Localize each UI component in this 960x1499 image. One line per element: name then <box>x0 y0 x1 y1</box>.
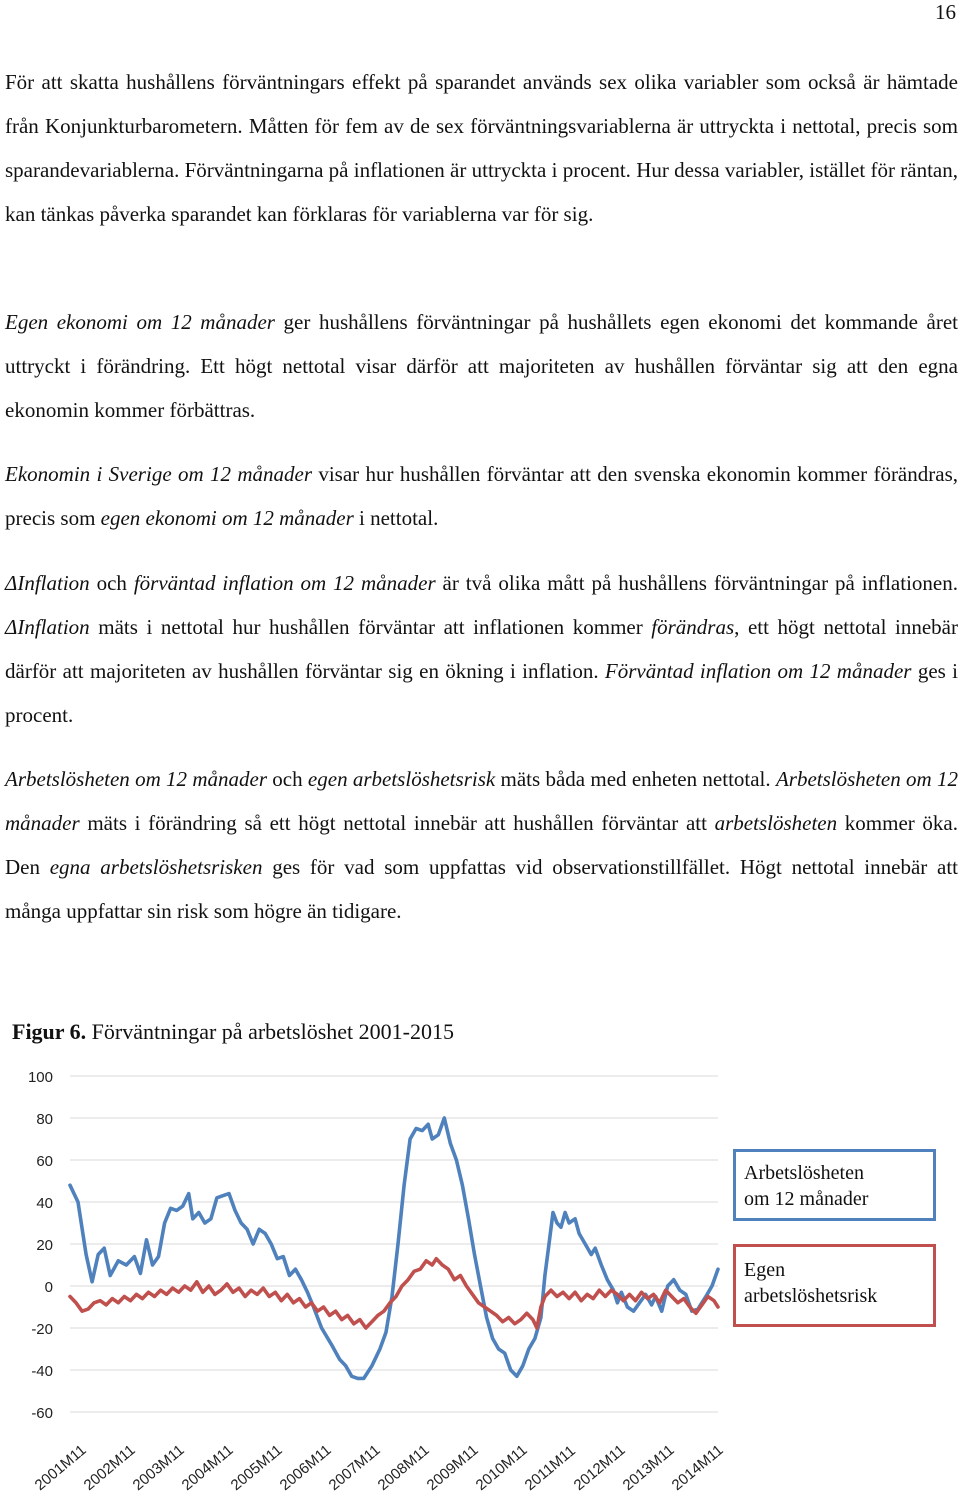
text-run: och <box>267 767 308 791</box>
legend-egen-risk-line2: arbetslöshetsrisk <box>744 1285 878 1307</box>
italic-term: Ekonomin i Sverige om 12 månader <box>5 462 312 486</box>
italic-term: egna arbetslöshetsrisken <box>49 855 263 879</box>
y-tick-label: 40 <box>36 1195 53 1212</box>
y-tick-label: 20 <box>36 1237 53 1254</box>
y-tick-label: 100 <box>27 1069 53 1086</box>
text-run: visar hur hushållen förväntar att den svenska ekonomin kommer förändras, precis som <box>5 462 958 530</box>
y-tick-label: 60 <box>36 1153 53 1170</box>
paragraph-2 <box>5 300 958 432</box>
legend-arbetslosheten-line1: Arbetslösheten <box>744 1162 864 1184</box>
italic-term: förändras <box>651 615 735 639</box>
italic-term: arbetslösheten <box>714 811 838 835</box>
italic-term: ΔInflation <box>5 615 90 639</box>
text-run: ges för vad som uppfattas vid observationstillfället. Högt nettotal innebär att många uppfattar sin risk som högre än tidigare. <box>5 855 958 923</box>
y-tick-label: -20 <box>31 1321 53 1338</box>
text-run: ger hushållens förväntningar på hushållets egen ekonomi det kommande året uttryckt i förändring. Ett högt nettotal visar därför att majoriteten av hushållen förväntar sig att den egna ekonomin kommer förbättras. <box>5 310 958 422</box>
text-run: kommer öka. Den <box>5 811 958 879</box>
paragraph-5 <box>5 757 958 933</box>
text-run: För att skatta hushållens förväntningars effekt på sparandet används sex olika variabler som också är hämtade från Konjunkturbarometern. Måtten för fem av de sex förväntningsvariablerna är uttryckta i nettotal, precis som sparandevariablerna. Förväntningarna på inflationen är uttryckta i procent. Hur dessa variabler, istället för räntan, kan tänkas påverka sparandet kan förklaras för variablerna var för sig. <box>5 70 958 226</box>
legend-arbetslosheten <box>733 1149 936 1221</box>
italic-term: Arbetslösheten om 12 månader <box>5 767 268 791</box>
y-tick-label: -40 <box>31 1363 53 1380</box>
x-tick-label: 2005M11 <box>227 1441 286 1495</box>
x-tick-label: 2011M11 <box>521 1442 579 1495</box>
x-tick-label: 2007M11 <box>325 1441 384 1495</box>
text-run: är två olika mått på hushållens förväntningar på inflationen. <box>435 571 958 595</box>
italic-term: egen ekonomi om 12 månader <box>100 506 354 530</box>
page-number: 16 <box>935 0 956 24</box>
x-tick-label: 2009M11 <box>423 1441 482 1495</box>
text-run: i nettotal. <box>353 506 439 530</box>
x-tick-label: 2008M11 <box>374 1441 433 1495</box>
x-tick-label: 2003M11 <box>129 1441 188 1495</box>
x-tick-label: 2010M11 <box>472 1441 531 1495</box>
italic-term: Egen ekonomi om 12 månader <box>5 310 275 334</box>
x-tick-label: 2014M11 <box>668 1441 727 1495</box>
figure-label: Figur 6. <box>12 1019 87 1044</box>
text-run: och <box>89 571 134 595</box>
x-tick-label: 2004M11 <box>178 1441 237 1495</box>
x-tick-label: 2001M11 <box>31 1441 90 1495</box>
x-tick-label: 2013M11 <box>619 1441 678 1495</box>
x-tick-label: 2012M11 <box>570 1441 629 1495</box>
italic-term: Förväntad inflation om 12 månader <box>604 659 912 683</box>
text-run: mäts båda med enheten nettotal. <box>495 767 776 791</box>
y-tick-label: -60 <box>31 1405 53 1422</box>
figure-caption <box>12 1017 454 1047</box>
x-tick-label: 2002M11 <box>80 1441 139 1495</box>
legend-egen-risk-line1: Egen <box>744 1259 786 1281</box>
italic-term: Arbetslösheten om 12 månader <box>5 767 958 835</box>
legend-egen-risk <box>733 1244 936 1327</box>
legend-arbetslosheten-line2: om 12 månader <box>744 1188 869 1210</box>
paragraph-3 <box>5 452 958 540</box>
paragraph-1 <box>5 60 958 236</box>
y-tick-label: 0 <box>44 1279 53 1296</box>
text-run: mäts i nettotal hur hushållen förväntar att inflationen kommer <box>89 615 652 639</box>
figure-title: Förväntningar på arbetslöshet 2001-2015 <box>91 1019 454 1044</box>
italic-term: ΔInflation <box>5 571 90 595</box>
paragraph-4 <box>5 561 958 737</box>
series-line-arbetslosheten <box>70 1118 718 1378</box>
italic-term: förväntad inflation om 12 månader <box>133 571 436 595</box>
text-run: ges i procent. <box>5 659 959 727</box>
text-run: mäts i förändring så ett högt nettotal innebär att hushållen förväntar att <box>79 811 715 835</box>
text-run: , ett högt nettotal innebär därför att majoriteten av hushållen förväntar sig en ökning i inflation. <box>5 615 958 683</box>
y-tick-label: 80 <box>36 1111 53 1128</box>
italic-term: egen arbetslöshetsrisk <box>307 767 496 791</box>
x-tick-label: 2006M11 <box>276 1441 335 1495</box>
